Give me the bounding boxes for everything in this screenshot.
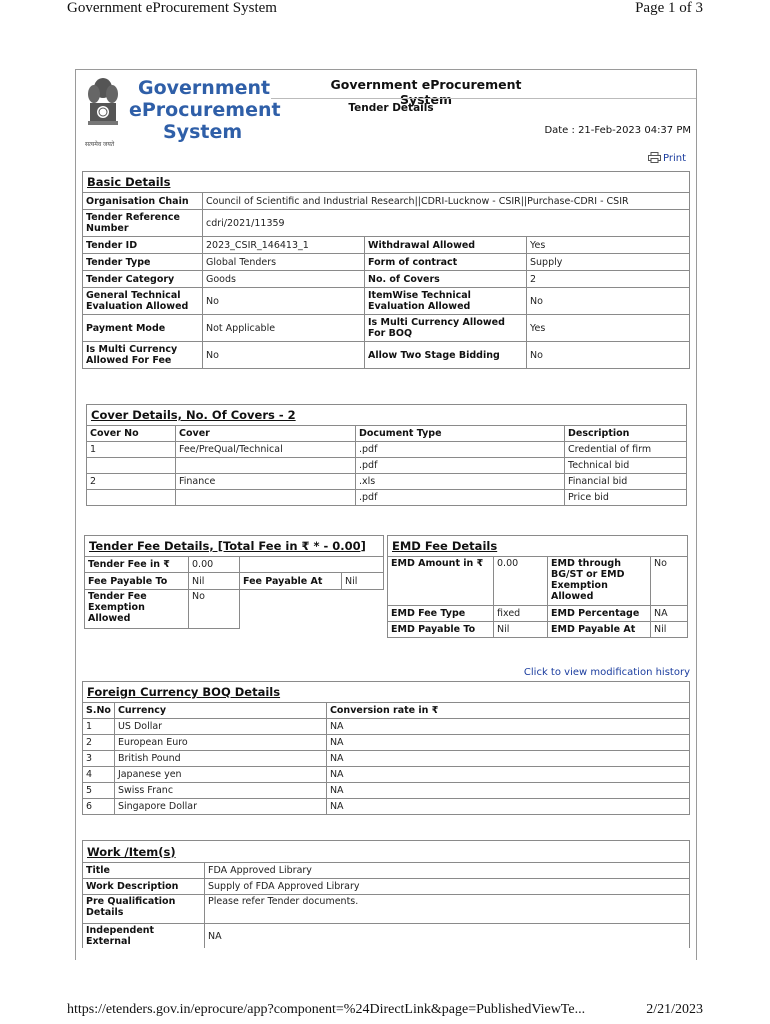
print-header-title: Government eProcurement System	[67, 0, 277, 16]
multi-currency-boq-value: Yes	[527, 315, 690, 342]
cell: 5	[83, 783, 115, 799]
fee-exemption-label: Tender Fee Exemption Allowed	[85, 590, 189, 629]
work-description-label: Work Description	[83, 879, 205, 895]
fee-payable-to-value: Nil	[189, 573, 240, 590]
cell: British Pound	[114, 751, 326, 767]
col-cover-no: Cover No	[87, 426, 176, 442]
emd-percentage-value: NA	[651, 606, 688, 622]
emd-type-label: EMD Fee Type	[388, 606, 494, 622]
tender-ref-label: Tender Reference Number	[83, 210, 203, 237]
emd-fee-title: EMD Fee Details	[388, 536, 688, 557]
col-document-type: Document Type	[356, 426, 565, 442]
col-cover: Cover	[176, 426, 356, 442]
fee-payable-to-label: Fee Payable To	[85, 573, 189, 590]
cover-header-row	[87, 426, 687, 442]
print-button[interactable]	[648, 152, 686, 164]
cell: NA	[326, 799, 689, 815]
page-number: Page 1 of 3	[635, 0, 703, 16]
tender-type-value: Global Tenders	[203, 254, 365, 271]
independent-external-label: Independent External	[83, 924, 205, 949]
payment-mode-label: Payment Mode	[83, 315, 203, 342]
cell	[87, 458, 176, 474]
tender-fee-title: Tender Fee Details, [Total Fee in ₹ * - 0.00]	[85, 536, 384, 557]
prequal-value: Please refer Tender documents.	[205, 895, 690, 924]
print-header	[67, 0, 703, 20]
cell: 4	[83, 767, 115, 783]
tender-category-label: Tender Category	[83, 271, 203, 288]
emd-type-value: fixed	[494, 606, 548, 622]
emd-amount-label: EMD Amount in ₹	[388, 557, 494, 606]
table-row	[83, 799, 690, 815]
col-description: Description	[565, 426, 687, 442]
tender-fee-value: 0.00	[189, 557, 240, 573]
table-row	[87, 458, 687, 474]
col-sno: S.No	[83, 703, 115, 719]
cell: Credential of firm	[565, 442, 687, 458]
cell	[176, 490, 356, 506]
tender-category-value: Goods	[203, 271, 365, 288]
cell: .pdf	[356, 458, 565, 474]
national-emblem-icon	[83, 74, 123, 146]
tender-id-value: 2023_CSIR_146413_1	[203, 237, 365, 254]
cell: 6	[83, 799, 115, 815]
table-row	[83, 719, 690, 735]
emd-amount-value: 0.00	[494, 557, 548, 606]
emd-bg-label: EMD through BG/ST or EMD Exemption Allowed	[548, 557, 651, 606]
gepnic-logo	[79, 72, 281, 152]
generated-date: Date : 21-Feb-2023 04:37 PM	[544, 125, 691, 136]
table-row	[87, 442, 687, 458]
contract-form-label: Form of contract	[365, 254, 527, 271]
itemwise-eval-value: No	[527, 288, 690, 315]
printer-icon	[648, 152, 661, 163]
document-title: Government eProcurement System	[330, 77, 522, 107]
print-footer	[67, 1002, 703, 1024]
cell: 2	[83, 735, 115, 751]
cell: .xls	[356, 474, 565, 490]
emblem-motto: सत्यमेव जयते	[85, 142, 115, 148]
tender-type-label: Tender Type	[83, 254, 203, 271]
modification-history-link[interactable]: Click to view modification history	[523, 667, 690, 678]
itemwise-eval-label: ItemWise Technical Evaluation Allowed	[365, 288, 527, 315]
multi-currency-boq-label: Is Multi Currency Allowed For BOQ	[365, 315, 527, 342]
cell: .pdf	[356, 490, 565, 506]
org-chain-value: Council of Scientific and Industrial Research||CDRI-Lucknow - CSIR||Purchase-CDRI - CSIR	[203, 193, 690, 210]
cell: 3	[83, 751, 115, 767]
boq-currency-table	[82, 681, 690, 815]
covers-count-label: No. of Covers	[365, 271, 527, 288]
emd-bg-value: No	[651, 557, 688, 606]
cell: Financial bid	[565, 474, 687, 490]
logo-wordmark: Government eProcurement System	[129, 77, 281, 143]
table-row	[83, 735, 690, 751]
cell: Finance	[176, 474, 356, 490]
table-row	[83, 783, 690, 799]
tender-id-label: Tender ID	[83, 237, 203, 254]
work-title-label: Title	[83, 863, 205, 879]
emd-payable-to-value: Nil	[494, 622, 548, 638]
cell: NA	[326, 719, 689, 735]
work-title-value: FDA Approved Library	[205, 863, 690, 879]
multi-currency-fee-value: No	[203, 342, 365, 369]
fee-payable-at-value: Nil	[342, 573, 384, 590]
payment-mode-value: Not Applicable	[203, 315, 365, 342]
withdrawal-label: Withdrawal Allowed	[365, 237, 527, 254]
cell: Singapore Dollar	[114, 799, 326, 815]
table-row	[87, 490, 687, 506]
cell: Fee/PreQual/Technical	[176, 442, 356, 458]
cell	[176, 458, 356, 474]
cell: NA	[326, 735, 689, 751]
fee-payable-at-label: Fee Payable At	[240, 573, 342, 590]
work-items-table	[82, 840, 690, 948]
tender-fee-table	[84, 535, 384, 629]
prequal-label: Pre Qualification Details	[83, 895, 205, 924]
boq-title: Foreign Currency BOQ Details	[83, 682, 690, 703]
cover-details-title: Cover Details, No. Of Covers - 2	[87, 405, 687, 426]
document-subtitle: Tender Details	[348, 102, 434, 114]
work-description-value: Supply of FDA Approved Library	[205, 879, 690, 895]
tender-document	[75, 69, 697, 960]
basic-details-table	[82, 171, 690, 369]
col-currency: Currency	[114, 703, 326, 719]
table-row	[87, 474, 687, 490]
tender-fee-label: Tender Fee in ₹	[85, 557, 189, 573]
cell: Technical bid	[565, 458, 687, 474]
header-divider	[271, 98, 696, 99]
cover-details-table	[86, 404, 687, 506]
work-items-title: Work /Item(s)	[83, 841, 690, 863]
multi-currency-fee-label: Is Multi Currency Allowed For Fee	[83, 342, 203, 369]
cell	[87, 490, 176, 506]
withdrawal-value: Yes	[527, 237, 690, 254]
page-url: https://etenders.gov.in/eprocure/app?component=%24DirectLink&page=PublishedViewTe...	[67, 1002, 586, 1017]
cell: 1	[83, 719, 115, 735]
cell: Swiss Franc	[114, 783, 326, 799]
table-row	[83, 751, 690, 767]
emd-fee-table	[387, 535, 688, 638]
independent-external-value: NA	[205, 924, 690, 949]
two-stage-label: Allow Two Stage Bidding	[365, 342, 527, 369]
emd-payable-at-label: EMD Payable At	[548, 622, 651, 638]
gen-tech-eval-value: No	[203, 288, 365, 315]
two-stage-value: No	[527, 342, 690, 369]
cell: NA	[326, 751, 689, 767]
emd-percentage-label: EMD Percentage	[548, 606, 651, 622]
cell: .pdf	[356, 442, 565, 458]
cell: 2	[87, 474, 176, 490]
contract-form-value: Supply	[527, 254, 690, 271]
cell: Price bid	[565, 490, 687, 506]
tender-ref-value: cdri/2021/11359	[203, 210, 690, 237]
print-date: 2/21/2023	[646, 1002, 703, 1017]
org-chain-label: Organisation Chain	[83, 193, 203, 210]
cell: Japanese yen	[114, 767, 326, 783]
table-row	[83, 767, 690, 783]
cell: NA	[326, 767, 689, 783]
emd-payable-at-value: Nil	[651, 622, 688, 638]
gen-tech-eval-label: General Technical Evaluation Allowed	[83, 288, 203, 315]
emd-payable-to-label: EMD Payable To	[388, 622, 494, 638]
cell: European Euro	[114, 735, 326, 751]
cell: US Dollar	[114, 719, 326, 735]
covers-count-value: 2	[527, 271, 690, 288]
cell: NA	[326, 783, 689, 799]
fee-exemption-value: No	[189, 590, 240, 629]
col-conversion-rate: Conversion rate in ₹	[326, 703, 689, 719]
basic-details-title: Basic Details	[83, 172, 690, 193]
print-label: Print	[662, 153, 686, 164]
cell: 1	[87, 442, 176, 458]
